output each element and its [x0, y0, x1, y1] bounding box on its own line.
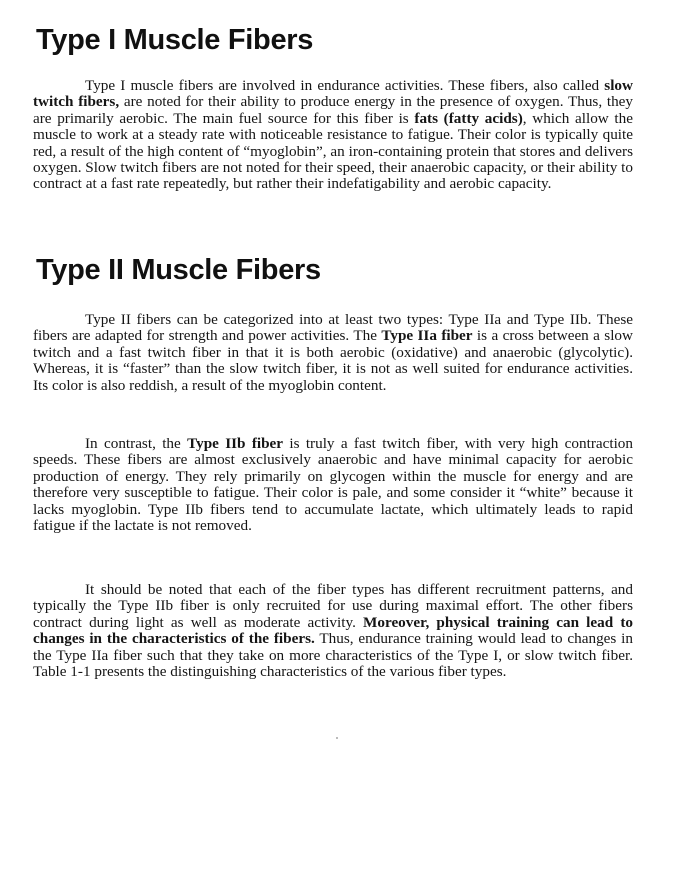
- text-run: In contrast, the: [85, 435, 188, 452]
- paragraph-type-iia-description: [33, 312, 633, 394]
- text-run: Type II fibers can be categorized into at least two types: Type IIa and Type IIb. These fibers are adapted for strength and power activities. The: [33, 311, 633, 345]
- text-run: are noted for their ability to produce energy in the presence of oxygen. Thus, they are primarily aerobic. The main fuel source for this fiber is: [33, 93, 633, 127]
- bold-statement-training: Moreover, physical training can lead to changes in the characteristics of the fibers.: [33, 613, 633, 648]
- text-run: Thus, endurance training would lead to changes in the Type IIa fiber such that they take on more characteristics of the Type I, or slow twitch fiber. Table 1-1 presents the distinguishing characteristics of the various fiber types.: [33, 630, 633, 681]
- bold-term-slow-twitch: slow twitch fibers,: [33, 77, 633, 111]
- text-run: It should be noted that each of the fiber types has different recruitment patterns, and typically the Type IIb fiber is only recruited for use during maximal effort. The other fibers contract during light as well as moderate activity.: [33, 581, 633, 631]
- scan-speck: [336, 737, 338, 739]
- bold-term-type-iia: Type IIa fiber: [381, 327, 473, 345]
- bold-term-fats: fats (fatty acids): [414, 109, 523, 127]
- paragraph-recruitment-patterns: [33, 582, 633, 680]
- heading-type-ii-muscle-fibers: Type II Muscle Fibers: [36, 254, 321, 286]
- heading-type-i-muscle-fibers: Type I Muscle Fibers: [36, 24, 314, 56]
- text-run: , which allow the muscle to work at a steady rate with noticeable resistance to fatigue. Their color is typically quite red, a result of the high content of “myoglobin”, an iron-containing protein that stores and delivers oxygen. Slow twitch fibers are not noted for their speed, their anaerobic capacity, or their ability to contract at a fast rate repeatedly, but rather their indefatigability and aerobic capacity.: [33, 109, 633, 193]
- paragraph-type-iib-description: [33, 436, 633, 534]
- text-run: is a cross between a slow twitch and a fast twitch fiber in that it is both aerobic (oxidative) and anaerobic (glycolytic). Whereas, it is “faster” than the slow twitch fiber, it is not as well suited for endurance activities. Its color is also reddish, a result of the myoglobin content.: [33, 327, 633, 394]
- paragraph-type-i-description: [33, 78, 633, 193]
- text-run: Type I muscle fibers are involved in endurance activities. These fibers, also called: [85, 77, 605, 94]
- bold-term-type-iib: Type IIb fiber: [187, 435, 284, 452]
- text-run: is truly a fast twitch fiber, with very high contraction speeds. These fibers are almost exclusively anaerobic and have minimal capacity for aerobic production of energy. They rely primarily on glycogen within the muscle for energy and are therefore very susceptible to fatigue. Their color is pale, and some consider it “white” because it lacks myoglobin. Type IIb fibers tend to accumulate lactate, which ultimately leads to rapid fatigue if the lactate is not removed.: [33, 435, 633, 535]
